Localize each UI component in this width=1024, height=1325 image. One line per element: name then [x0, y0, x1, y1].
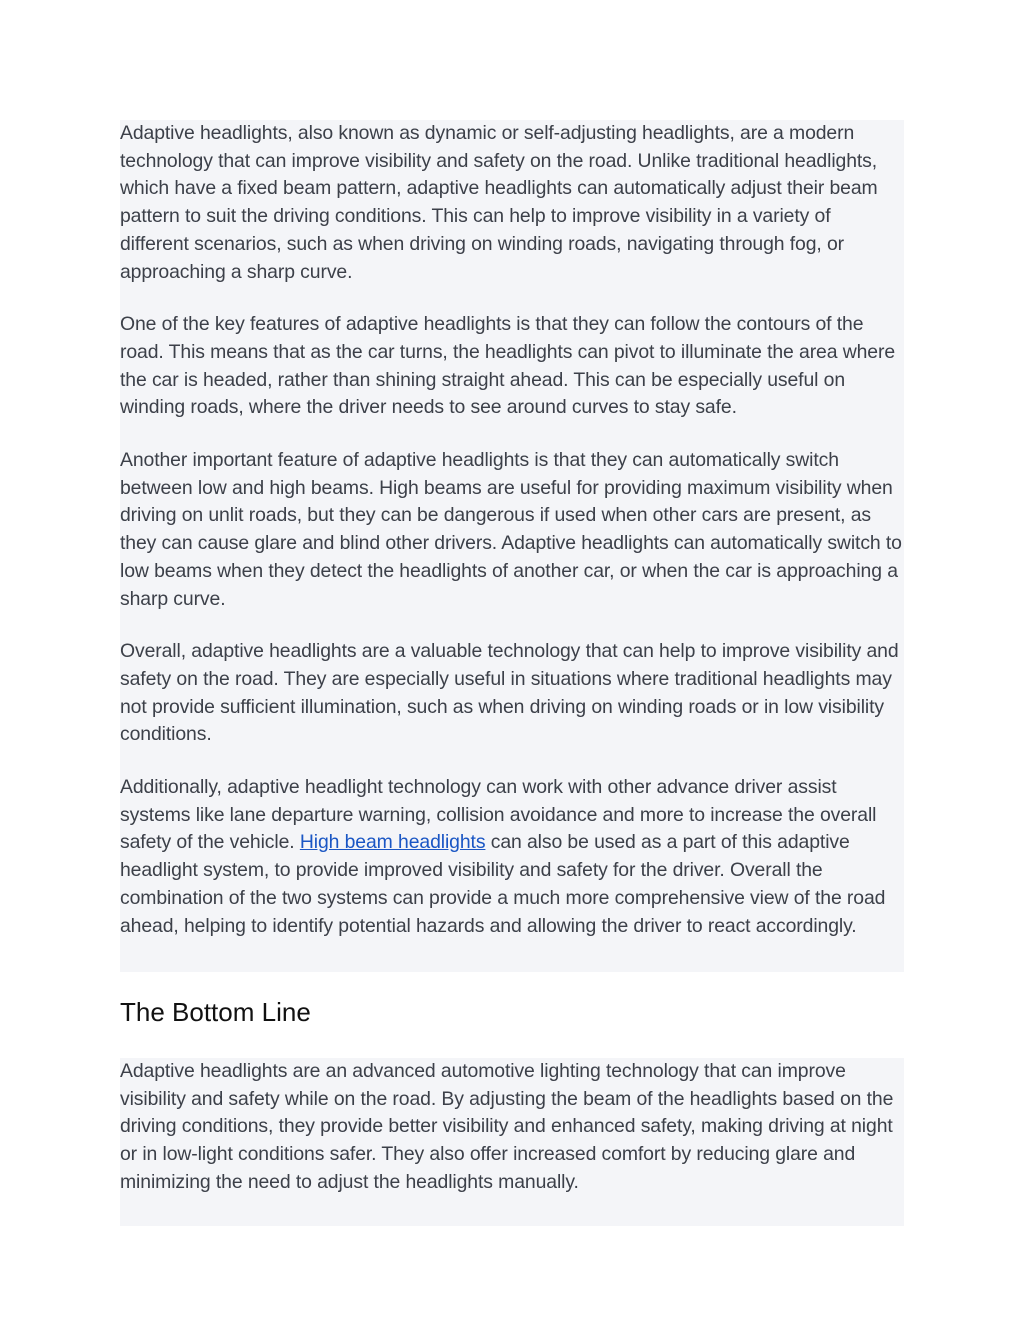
article-body	[120, 120, 904, 972]
paragraph-additionally-tail: can also be used as a part of this adaptive headlight system, to provide improved visibility and safety for the driver. Overall the combination of the two systems can provide a much more comprehensive view of the road ahead, helping to identify potential hazards and allowing the driver to react accordingly.	[120, 831, 886, 937]
high-beam-headlights-link[interactable]: High beam headlights	[299, 831, 486, 854]
paragraph-bottom-line: Adaptive headlights are an advanced automotive lighting technology that can improve visibility and safety while on the road. By adjusting the beam of the headlights based on the driving conditions, they provide better visibility and enhanced safety, making driving at night or in low-light conditions safer. They also offer increased comfort by reducing glare and minimizing the need to adjust the headlights manually.	[120, 1060, 894, 1193]
paragraph-additionally-lead: Additionally, adaptive headlight technology can work with other advance driver assist systems like lane departure warning, collision avoidance and more to increase the overall safety of the vehicle.	[120, 776, 877, 854]
paragraph-intro: Adaptive headlights, also known as dynamic or self-adjusting headlights, are a modern technology that can improve visibility and safety on the road. Unlike traditional headlights, which have a fixed beam pattern, adaptive headlights can automatically adjust their beam pattern to suit the driving conditions. This can help to improve visibility in a variety of different scenarios, such as when driving on winding roads, navigating through fog, or approaching a sharp curve.	[120, 122, 878, 283]
bottom-line-heading: The Bottom Line	[120, 997, 311, 1027]
paragraph-beam-switching: Another important feature of adaptive headlights is that they can automatically switch between low and high beams. High beams are useful for providing maximum visibility when driving on unlit roads, but they can be dangerous if used when other cars are present, as they can cause glare and blind other drivers. Adaptive headlights can automatically switch to low beams when they detect the headlights of another car, or when the car is approaching a sharp curve.	[120, 449, 902, 610]
paragraph-additionally	[120, 774, 902, 940]
bottom-line-body	[120, 1058, 904, 1226]
paragraph-overall: Overall, adaptive headlights are a valuable technology that can help to improve visibility and safety on the road. They are especially useful in situations where traditional headlights may not provide sufficient illumination, such as when driving on winding roads or in low visibility conditions.	[120, 640, 899, 746]
paragraph-road-contours: One of the key features of adaptive headlights is that they can follow the contours of the road. This means that as the car turns, the headlights can pivot to illuminate the area where the car is headed, rather than shining straight ahead. This can be especially useful on winding roads, where the driver needs to see around curves to stay safe.	[120, 313, 896, 419]
